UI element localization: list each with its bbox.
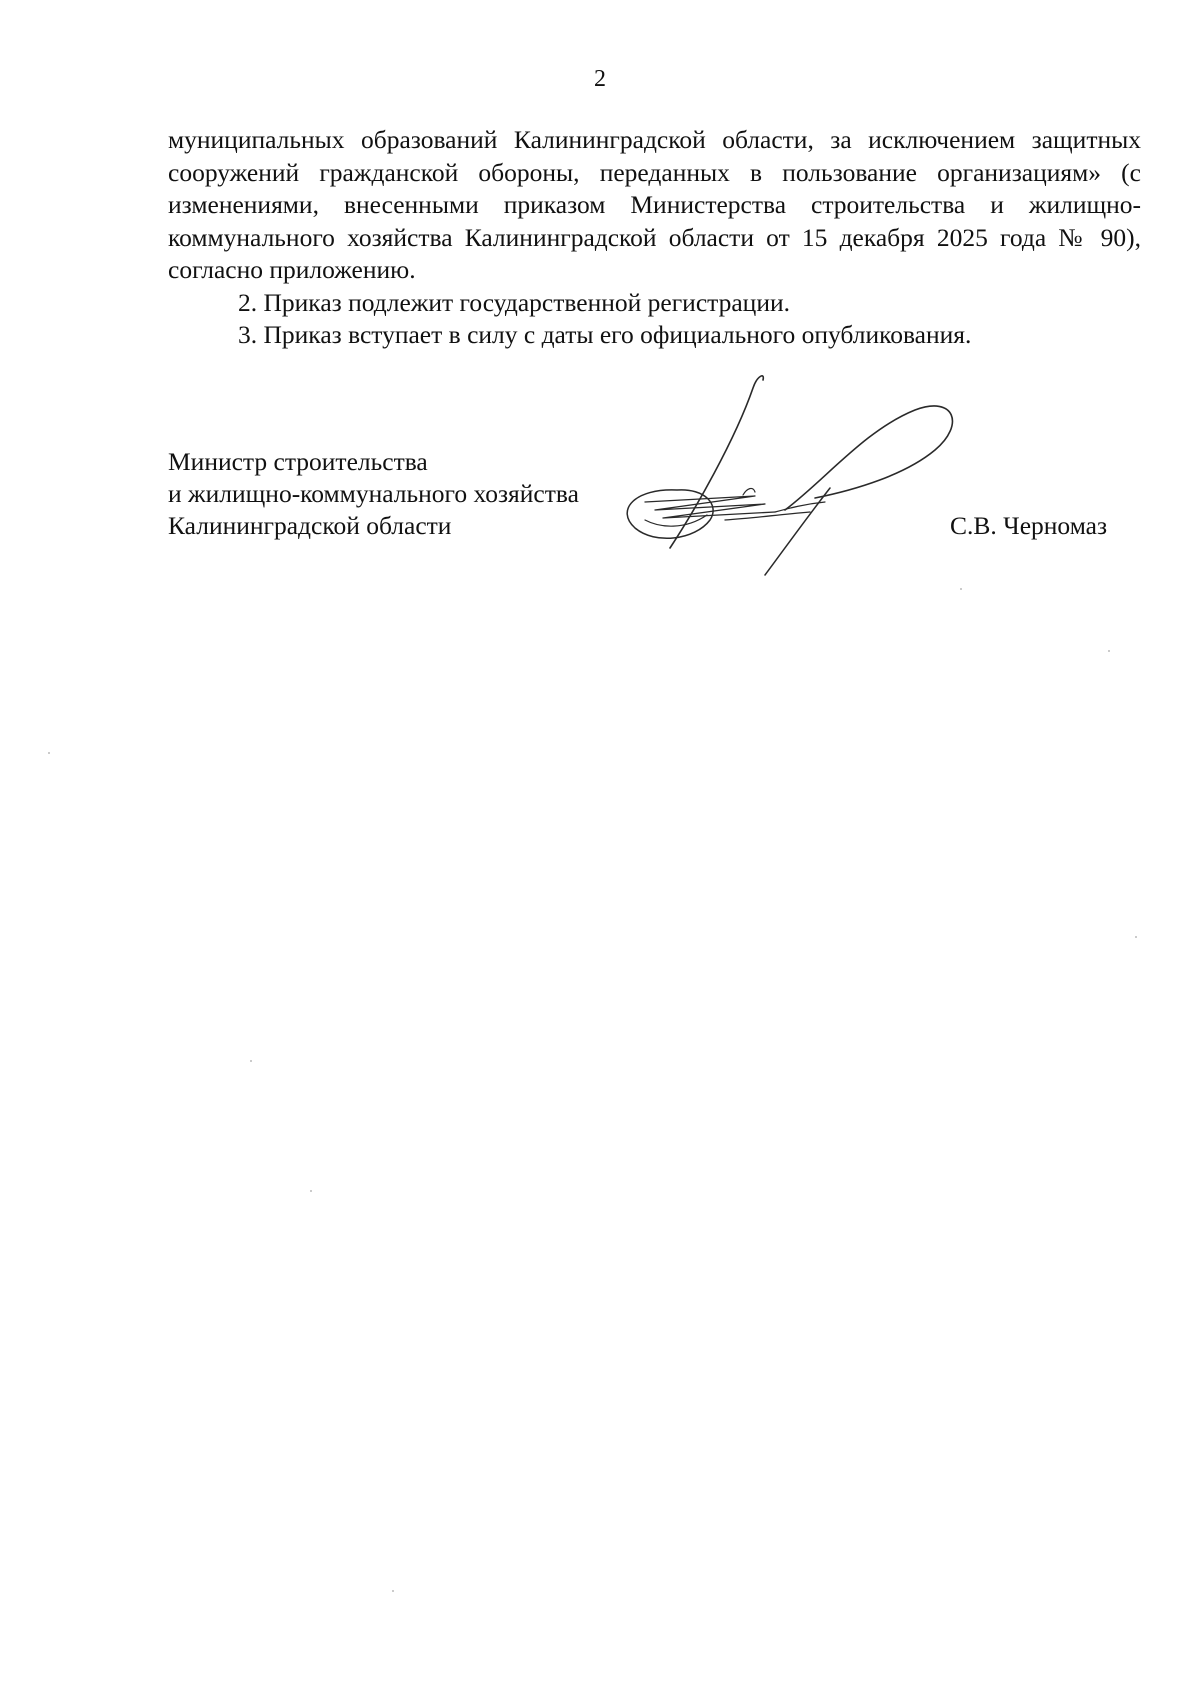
position-line-1: Министр строительства xyxy=(168,447,428,476)
signatory-name: С.В. Черномаз xyxy=(950,511,1108,540)
paragraph-continuation: муниципальных образований Калининградской области, за исключением защитных сооружений гражданской обороны, переданных в пользование организациям» (с изменениями, внесенными приказом Министерства строительства и жилищно-коммунального хозяйства Калининградской области от 15 декабря 2025 года № 90), согласно приложению. xyxy=(168,125,1141,284)
signatory-position xyxy=(168,446,579,542)
scan-speck xyxy=(310,1190,312,1192)
scan-speck xyxy=(960,588,962,590)
position-line-2: и жилищно-коммунального хозяйства xyxy=(168,479,579,508)
scan-speck xyxy=(250,1060,252,1062)
scan-speck xyxy=(392,1590,394,1592)
scan-speck xyxy=(1135,936,1137,938)
scan-speck xyxy=(48,752,50,754)
position-line-3: Калининградской области xyxy=(168,511,452,540)
document-body xyxy=(168,124,1141,352)
scan-speck xyxy=(1108,650,1110,652)
handwritten-signature xyxy=(615,370,1015,580)
page-number: 2 xyxy=(594,66,606,92)
paragraph-item-3: 3. Приказ вступает в силу с даты его официального опубликования. xyxy=(238,320,972,349)
paragraph-item-2: 2. Приказ подлежит государственной регистрации. xyxy=(238,287,790,317)
